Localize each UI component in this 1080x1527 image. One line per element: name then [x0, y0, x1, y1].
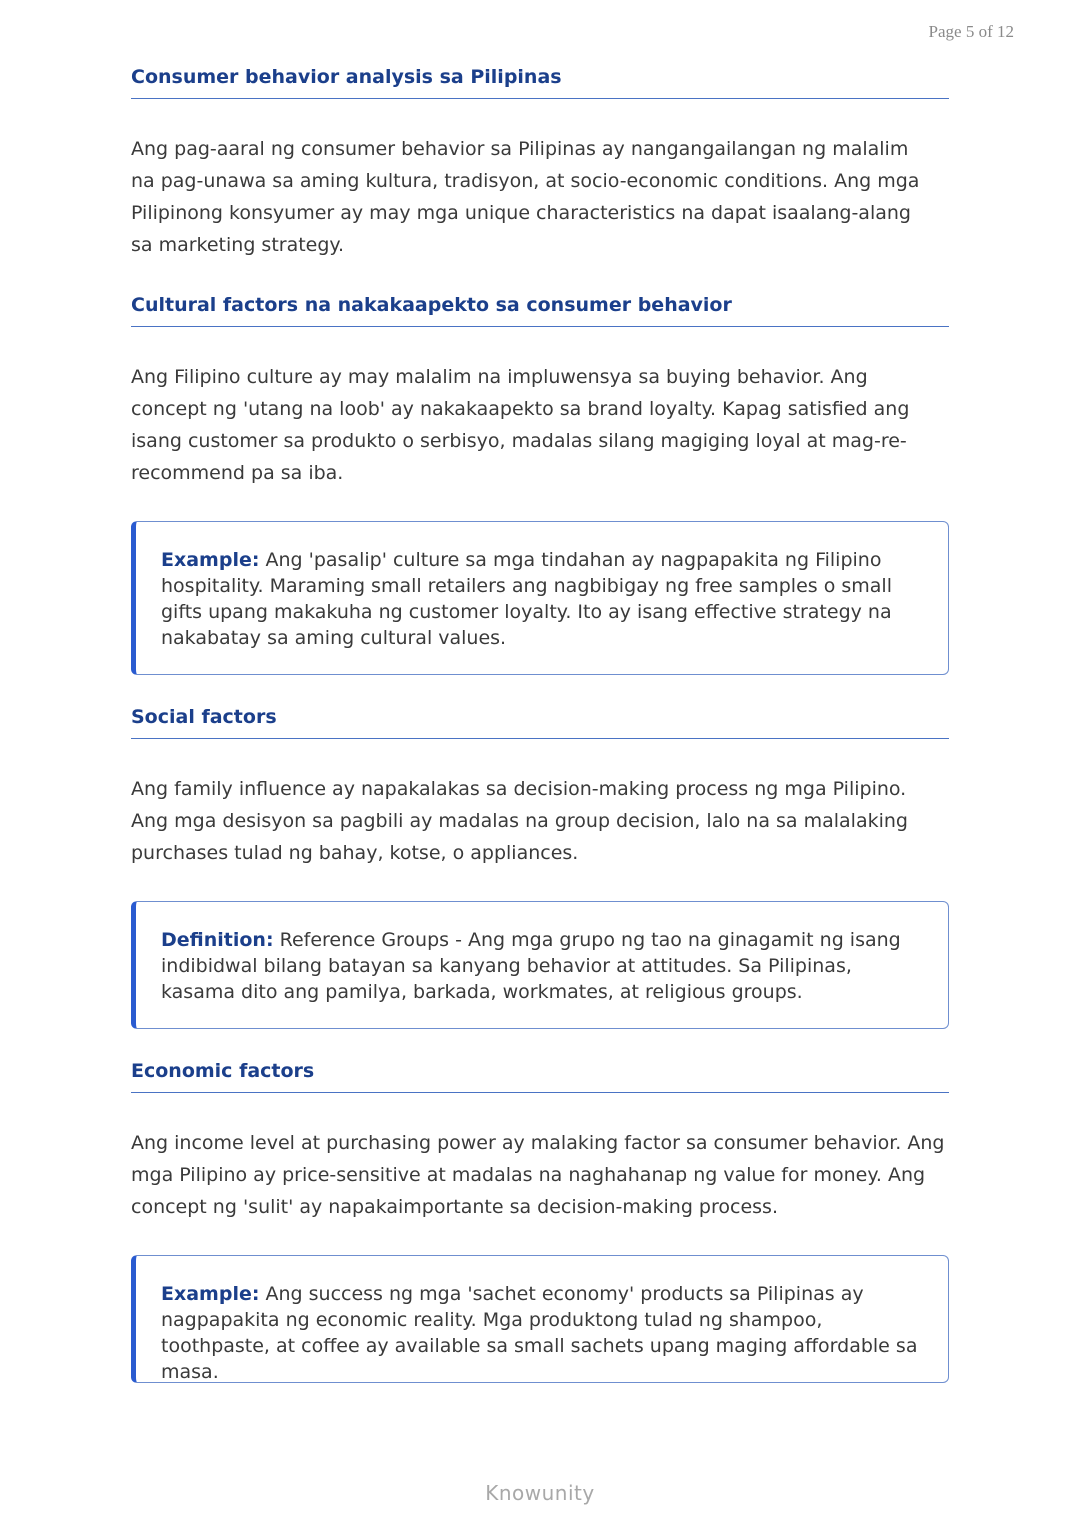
document-content — [131, 66, 949, 1383]
callout-label: Definition: — [161, 929, 274, 951]
callout-text: Ang 'pasalip' culture sa mga tindahan ay nagpapakita ng Filipino hospitality. Maraming small retailers ang nagbibigay ng free samples o small gifts upang makakuha ng customer loyalty. Ito ay isang effective strategy na nakabatay sa aming cultural values. — [161, 549, 892, 649]
section-heading: Cultural factors na nakakaapekto sa consumer behavior — [131, 294, 949, 327]
example-callout — [131, 521, 949, 675]
callout-text: Reference Groups - Ang mga grupo ng tao na ginagamit ng isang indibidwal bilang batayan sa kanyang behavior at attitudes. Sa Pilipinas, kasama dito ang pamilya, barkada, workmates, at religious groups. — [161, 929, 901, 1003]
section-heading: Economic factors — [131, 1060, 949, 1093]
footer-brand: Knowunity — [485, 1481, 595, 1505]
section-heading: Social factors — [131, 706, 949, 739]
callout-label: Example: — [161, 549, 260, 571]
callout-text: Ang success ng mga 'sachet economy' products sa Pilipinas ay nagpapakita ng economic reality. Mga produktong tulad ng shampoo, toothpaste, at coffee ay available sa small sachets upang maging affordable sa masa. — [161, 1283, 918, 1383]
section-paragraph: Ang family influence ay napakalakas sa decision-making process ng mga Pilipino. Ang mga desisyon sa pagbili ay madalas na group decision, lalo na sa malalaking purchases tulad ng bahay, kotse, o appliances. — [131, 778, 908, 864]
section-paragraph: Ang Filipino culture ay may malalim na impluwensya sa buying behavior. Ang concept ng 'utang na loob' ay nakakaapekto sa brand loyalty. Kapag satisfied ang isang customer sa produkto o serbisyo, madalas silang magiging loyal at mag-re-recommend pa sa iba. — [131, 366, 910, 484]
section-heading: Consumer behavior analysis sa Pilipinas — [131, 66, 949, 99]
section-paragraph: Ang pag-aaral ng consumer behavior sa Pilipinas ay nangangailangan ng malalim na pag-unawa sa aming kultura, tradisyon, at socio-economic conditions. Ang mga Pilipinong konsyumer ay may mga unique characteristics na dapat isaalang-alang sa marketing strategy. — [131, 138, 920, 256]
definition-callout — [131, 901, 949, 1029]
example-callout — [131, 1255, 949, 1383]
callout-label: Example: — [161, 1283, 260, 1305]
section-paragraph: Ang income level at purchasing power ay malaking factor sa consumer behavior. Ang mga Pilipino ay price-sensitive at madalas na naghahanap ng value for money. Ang concept ng 'sulit' ay napakaimportante sa decision-making process. — [131, 1132, 945, 1218]
page-number: Page 5 of 12 — [928, 22, 1014, 41]
